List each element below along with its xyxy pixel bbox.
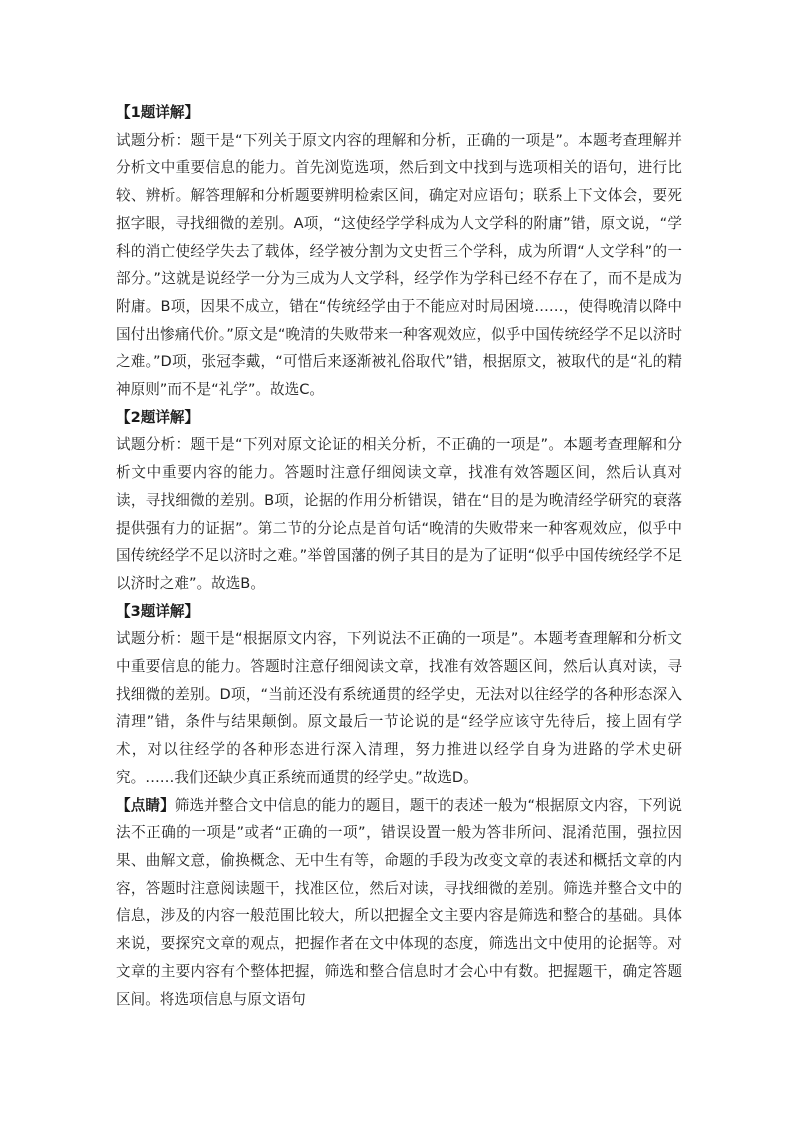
section-3-body: 试题分析：题干是“根据原文内容，下列说法不正确的一项是”。本题考查理解和分析文中重要信息的能力。答题时注意仔细阅读文章，找准有效答题区间，然后认真对读，寻找细微的差别。D项，“当前还没有系统通贯的经学史，无法对以往经学的各种形态深入清理”错，条件与结果颠倒。原文最后一节论说的是“经学应该守先待后，接上固有学术，对以往经学的各种形态进行深入清理，努力推进以经学自身为进路的学术史研究。……我们还缺少真正系统而通贯的经学史。”故选D。 (116, 630, 682, 786)
section-2-body: 试题分析：题干是“下列对原文论证的相关分析，不正确的一项是”。本题考查理解和分析文中重要内容的能力。答题时注意仔细阅读文章，找准有效答题区间，然后认真对读，寻找细微的差别。B项，论据的作用分析错误，错在“目的是为晚清经学研究的衰落提供强有力的证据”。第二节的分论点是首句话“晚清的失败带来一种客观效应，似乎中国传统经学不足以济时之难。”举曾国藩的例子其目的是为了证明“似乎中国传统经学不足以济时之难”。故选B。 (116, 436, 682, 592)
key-point-body: 筛选并整合文中信息的能力的题目，题干的表述一般为“根据原文内容，下列说法不正确的一项是”或者“正确的一项”，错误设置一般为答非所问、混淆范围，强拉因果、曲解文意，偷换概念、无中生有等，命题的手段为改变文章的表述和概括文章的内容，答题时注意阅读题干，找准区位，然后对读，寻找细微的差别。筛选并整合文中的信息，涉及的内容一般范围比较大，所以把握全文主要内容是筛选和整合的基础。具体来说，要探究文章的观点，把握作者在文中体现的态度，筛选出文中使用的论据等。对文章的主要内容有个整体把握，筛选和整合信息时才会心中有数。把握题干，确定答题区间。将选项信息与原文语句 (116, 796, 682, 1008)
section-2-heading: 【2题详解】 (116, 408, 200, 426)
document-page (116, 99, 682, 1013)
key-point-paragraph (116, 792, 682, 1014)
section-1-heading: 【1题详解】 (116, 104, 200, 121)
key-point-heading: 【点睛】 (116, 796, 175, 814)
section-1-body: 试题分析：题干是“下列关于原文内容的理解和分析，正确的一项是”。本题考查理解并分析文中重要信息的能力。首先浏览选项，然后到文中找到与选项相关的语句，进行比较、辨析。解答理解和分析题要辨明检索区间，确定对应语句；联系上下文体会，要死抠字眼，寻找细微的差别。A项，“这使经学学科成为人文学科的附庸”错，原文说，“学科的消亡使经学失去了载体，经学被分割为文史哲三个学科，成为所谓“人文学科”的一部分。”这就是说经学一分为三成为人文学科，经学作为学科已经不存在了，而不是成为附庸。B项，因果不成立，错在“传统经学由于不能应对时局困境……，使得晚清以降中国付出惨痛代价。”原文是“晚清的失败带来一种客观效应，似乎中国传统经学不足以济时之难。”D项，张冠李戴，“可惜后来逐渐被礼俗取代”错，根据原文，被取代的是“礼的精神原则”而不是“礼学”。故选C。 (116, 131, 682, 399)
section-3-heading: 【3题详解】 (116, 602, 200, 620)
